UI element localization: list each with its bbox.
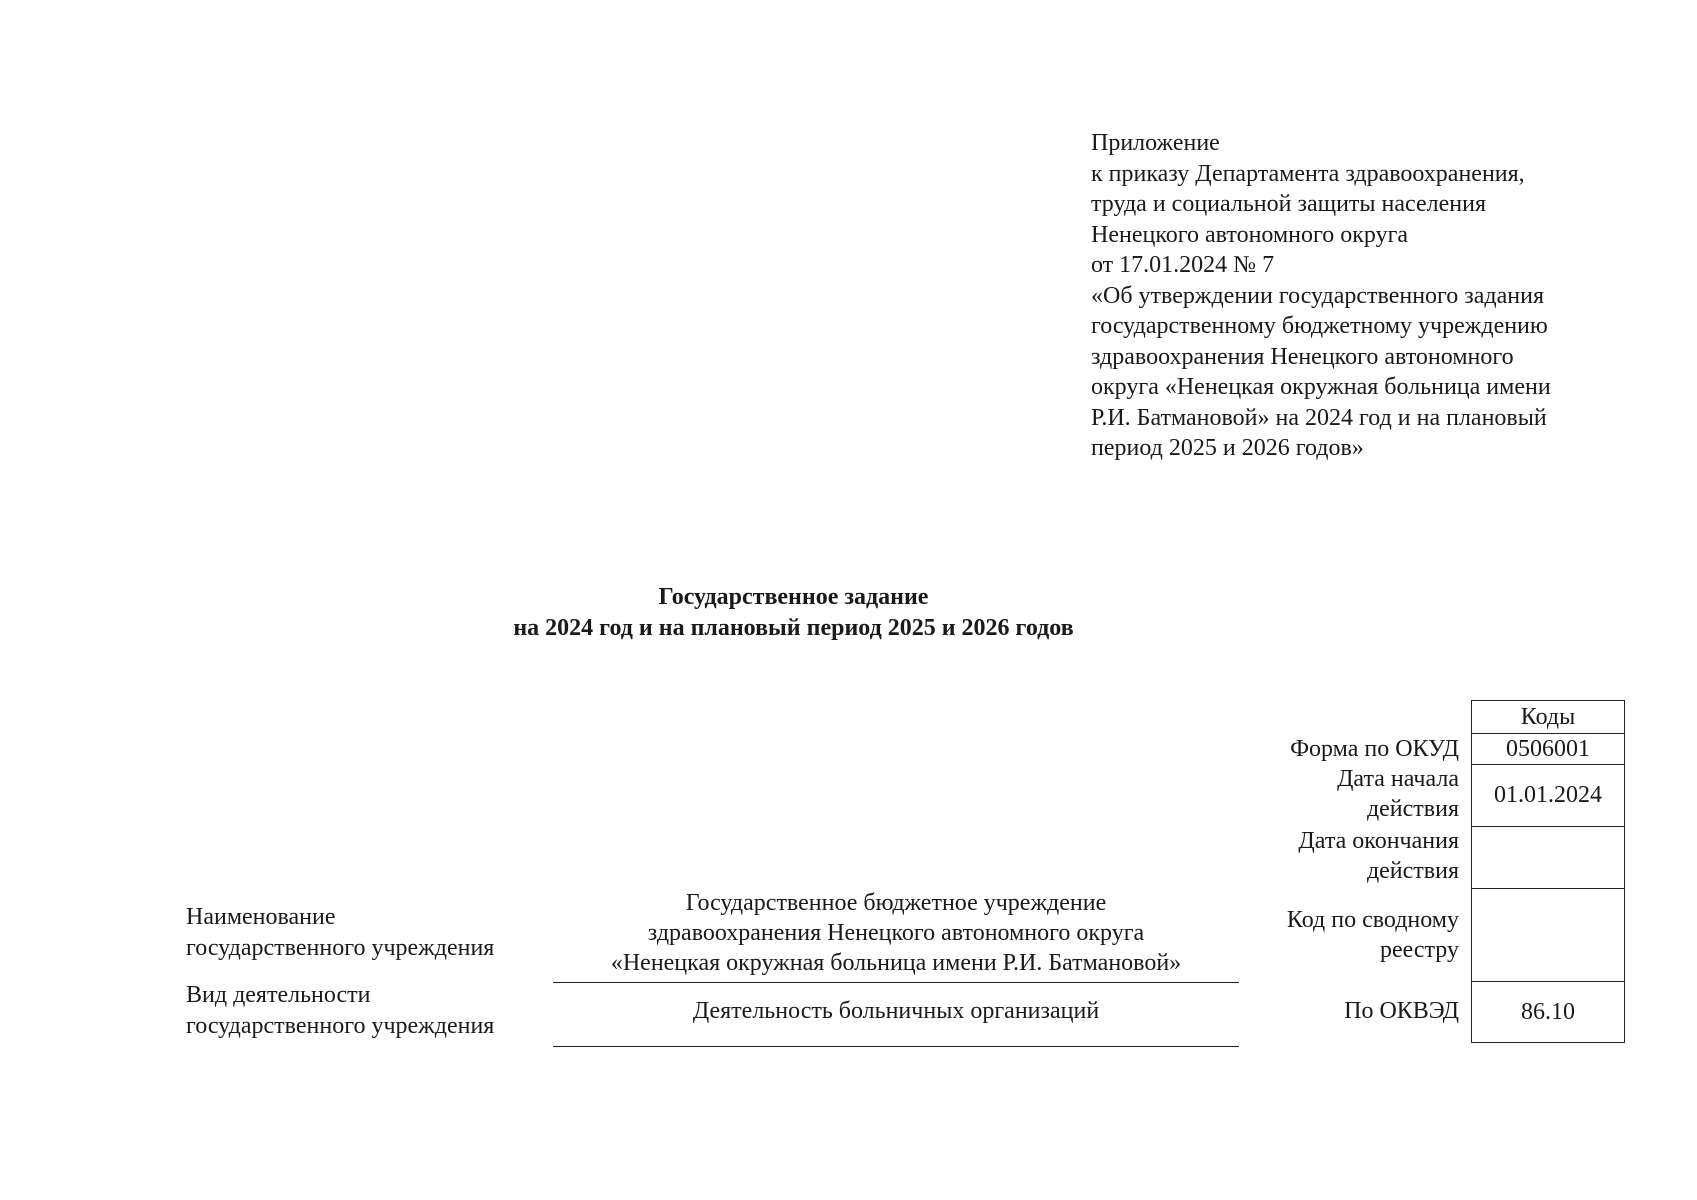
end-date-label [1298,826,1459,886]
label-line: государственного учреждения [186,1013,495,1039]
okud-label: Форма по ОКУД [1290,736,1459,762]
label-line: действия [1366,796,1459,822]
label-line: государственного учреждения [186,935,495,961]
label-line: Код по сводному [1286,907,1459,933]
title-line-1: Государственное задание [658,584,929,610]
start-date-label [1337,764,1459,824]
appendix-line: период 2025 и 2026 годов» [1091,435,1364,461]
appendix-line: к приказу Департамента здравоохранения, [1091,160,1525,187]
registry-code-label [1287,905,1459,965]
label-line: действия [1366,858,1459,884]
appendix-line: Р.И. Батмановой» на 2024 год и на плановый [1091,404,1547,431]
field-line: Государственное бюджетное учреждение [685,890,1107,916]
appendix-line: Ненецкого автономного округа [1091,221,1409,248]
field-line: Деятельность больничных организаций [692,998,1100,1024]
codes-header: Коды [1520,703,1576,730]
document-title [0,582,1697,644]
field-line: здравоохранения Ненецкого автономного округа [647,920,1145,946]
appendix-line: труда и социальной защиты населения [1091,191,1486,217]
okud-value: 0506001 [1472,733,1624,764]
end-date-value [1472,826,1624,888]
appendix-line: государственному бюджетному учреждению [1091,313,1548,339]
appendix-line: округа «Ненецкая окружная больница имени [1091,374,1551,400]
label-line: реестру [1379,937,1459,963]
institution-name-field [553,888,1239,983]
appendix-line: здравоохранения Ненецкого автономного [1091,343,1514,370]
appendix-line: Приложение [1091,130,1220,156]
start-date-value: 01.01.2024 [1472,764,1624,826]
label-line: Наименование [186,904,336,930]
appendix-line: от 17.01.2024 № 7 [1091,252,1275,278]
field-line: «Ненецкая окружная больница имени Р.И. Батмановой» [610,950,1182,976]
label-line: Дата начала [1337,766,1459,792]
appendix-block [1091,128,1651,464]
activity-type-field [553,996,1239,1047]
institution-name-label [186,902,494,964]
activity-type-label [186,980,494,1042]
label-line: Вид деятельности [186,982,371,1008]
okved-value: 86.10 [1472,981,1624,1042]
okved-label: По ОКВЭД [1344,998,1459,1024]
label-line: Дата окончания [1298,828,1459,854]
registry-code-value [1472,888,1624,981]
codes-table [1471,700,1625,1043]
appendix-line: «Об утверждении государственного задания [1091,282,1545,309]
title-line-2: на 2024 год и на плановый период 2025 и 2026 годов [513,615,1074,641]
